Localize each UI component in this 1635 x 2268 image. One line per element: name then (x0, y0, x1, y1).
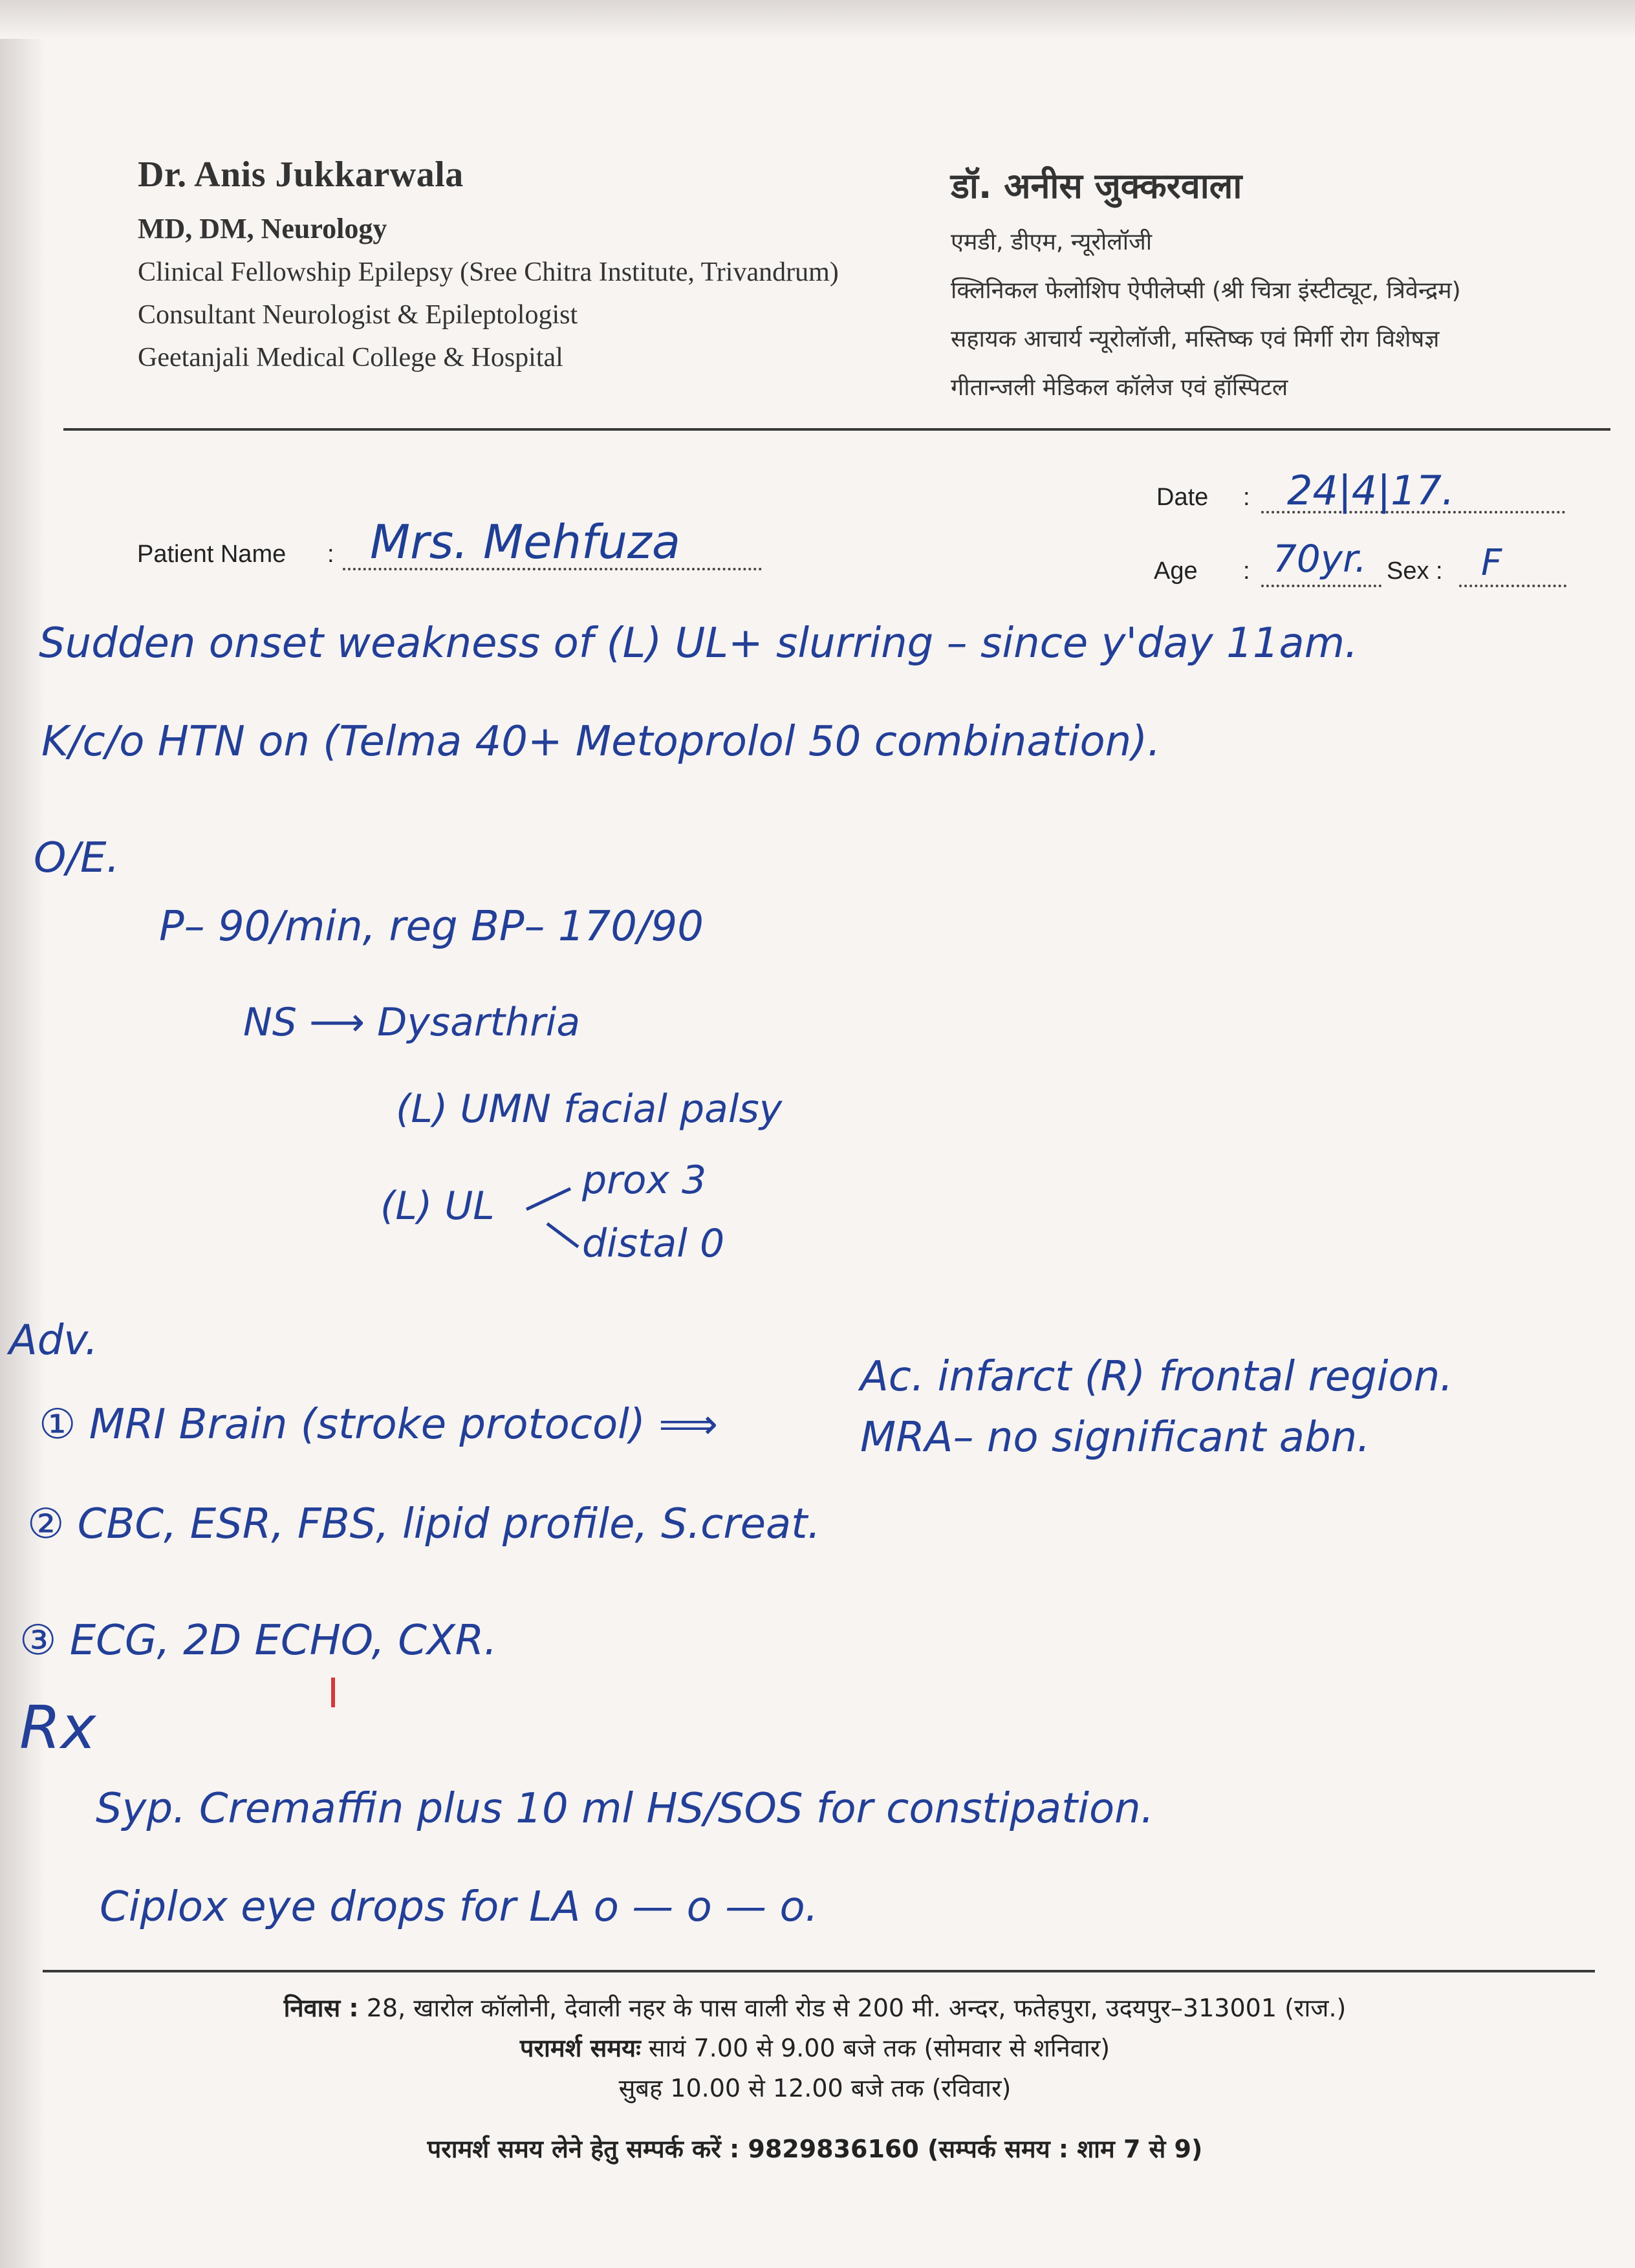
chief-complaint: Sudden onset weakness of (L) UL+ slurring – since y'day 11am. (39, 620, 1358, 667)
date-colon: : (1243, 484, 1250, 511)
upper-limb: (L) UL (380, 1183, 495, 1229)
date-label: Date (1156, 484, 1209, 511)
advice-item-3: ③ ECG, 2D ECHO, CXR. (19, 1617, 497, 1665)
designation-english: Consultant Neurologist & Epileptologist (138, 300, 578, 330)
doctor-name-hindi: डॉ. अनीस जुक्करवाला (951, 166, 1242, 206)
patient-name-label: Patient Name (137, 541, 287, 568)
footer-timing-sunday: सुबह 10.00 से 12.00 बजे तक (रविवार) (618, 2074, 1012, 2102)
footer-timing-weekday (39, 2031, 1591, 2064)
letterhead-hindi (951, 160, 1461, 402)
age-label: Age (1154, 557, 1198, 585)
advice-item-1: ① MRI Brain (stroke protocol) ⟹ (39, 1401, 718, 1449)
header-divider (63, 428, 1610, 431)
footer-address (39, 1991, 1591, 2024)
doctor-name-english: Dr. Anis Jukkarwala (138, 155, 464, 195)
age-line (1261, 585, 1381, 587)
page-edge-shadow (0, 0, 45, 2268)
address-text: 28, खारोल कॉलोनी, देवाली नहर के पास वाली रोड से 200 मी. अन्दर, फतेहपुरा, उदयपुर–313001 (राज.) (366, 1994, 1347, 2022)
patient-name-value: Mrs. Mehfuza (370, 515, 680, 569)
hospital-hindi: गीतान्जली मेडिकल कॉलेज एवं हॉस्पिटल (951, 374, 1288, 401)
proximal-power: prox 3 (582, 1158, 707, 1203)
timing-label: परामर्श समयः (519, 2034, 641, 2062)
facial-palsy: (L) UMN facial palsy (396, 1086, 783, 1132)
page-top-shadow (0, 0, 1635, 39)
patient-name-colon: : (327, 541, 334, 568)
rx-symbol: Rx (19, 1693, 96, 1762)
designation-hindi: सहायक आचार्य न्यूरोलॉजी, मस्तिष्क एवं मिर्गी रोग विशेषज्ञ (951, 326, 1440, 352)
date-value: 24|4|17. (1287, 467, 1455, 514)
age-value: 70yr. (1273, 537, 1367, 581)
timing-weekday-text: सायं 7.00 से 9.00 बजे तक (सोमवार से शनिवार) (648, 2034, 1110, 2062)
on-examination-heading: O/E. (34, 834, 120, 882)
fellowship-english: Clinical Fellowship Epilepsy (Sree Chitra Institute, Trivandrum) (138, 257, 839, 287)
doctor-degrees-hindi: एमडी, डीएम, न्यूरोलॉजी (951, 229, 1153, 255)
advice-heading: Adv. (9, 1317, 98, 1365)
mra-result: MRA– no significant abn. (860, 1414, 1370, 1462)
age-colon: : (1243, 557, 1250, 585)
nervous-system: NS ⟶ Dysarthria (243, 1000, 581, 1045)
red-pen-mark (331, 1678, 335, 1707)
doctor-degrees-english: MD, DM, Neurology (138, 213, 387, 244)
advice-item-2: ② CBC, ESR, FBS, lipid profile, S.creat. (27, 1500, 821, 1548)
sex-label: Sex : (1387, 557, 1443, 585)
distal-power: distal 0 (582, 1221, 725, 1266)
fellowship-hindi: क्लिनिकल फेलोशिप ऐपीलेप्सी (श्री चित्रा इंस्टीट्यूट, त्रिवेन्द्रम) (951, 277, 1461, 304)
mri-result-infarct: Ac. infarct (R) frontal region. (860, 1353, 1453, 1401)
prescription-item-2: Ciplox eye drops for LA o — o — o. (100, 1883, 818, 1931)
prescription-item-1: Syp. Cremaffin plus 10 ml HS/SOS for constipation. (96, 1785, 1154, 1833)
letterhead-english (138, 154, 839, 373)
sex-line (1459, 585, 1566, 587)
footer-divider (43, 1970, 1595, 1972)
vitals: P– 90/min, reg BP– 170/90 (159, 903, 704, 951)
hospital-english: Geetanjali Medical College & Hospital (138, 343, 563, 373)
history: K/c/o HTN on (Telma 40+ Metoprolol 50 combination). (41, 718, 1161, 766)
sex-value: F (1481, 542, 1502, 584)
footer-contact: परामर्श समय लेने हेतु सम्पर्क करें : 9829836160 (सम्पर्क समय : शाम 7 से 9) (427, 2135, 1203, 2163)
address-label: निवास : (283, 1994, 359, 2022)
